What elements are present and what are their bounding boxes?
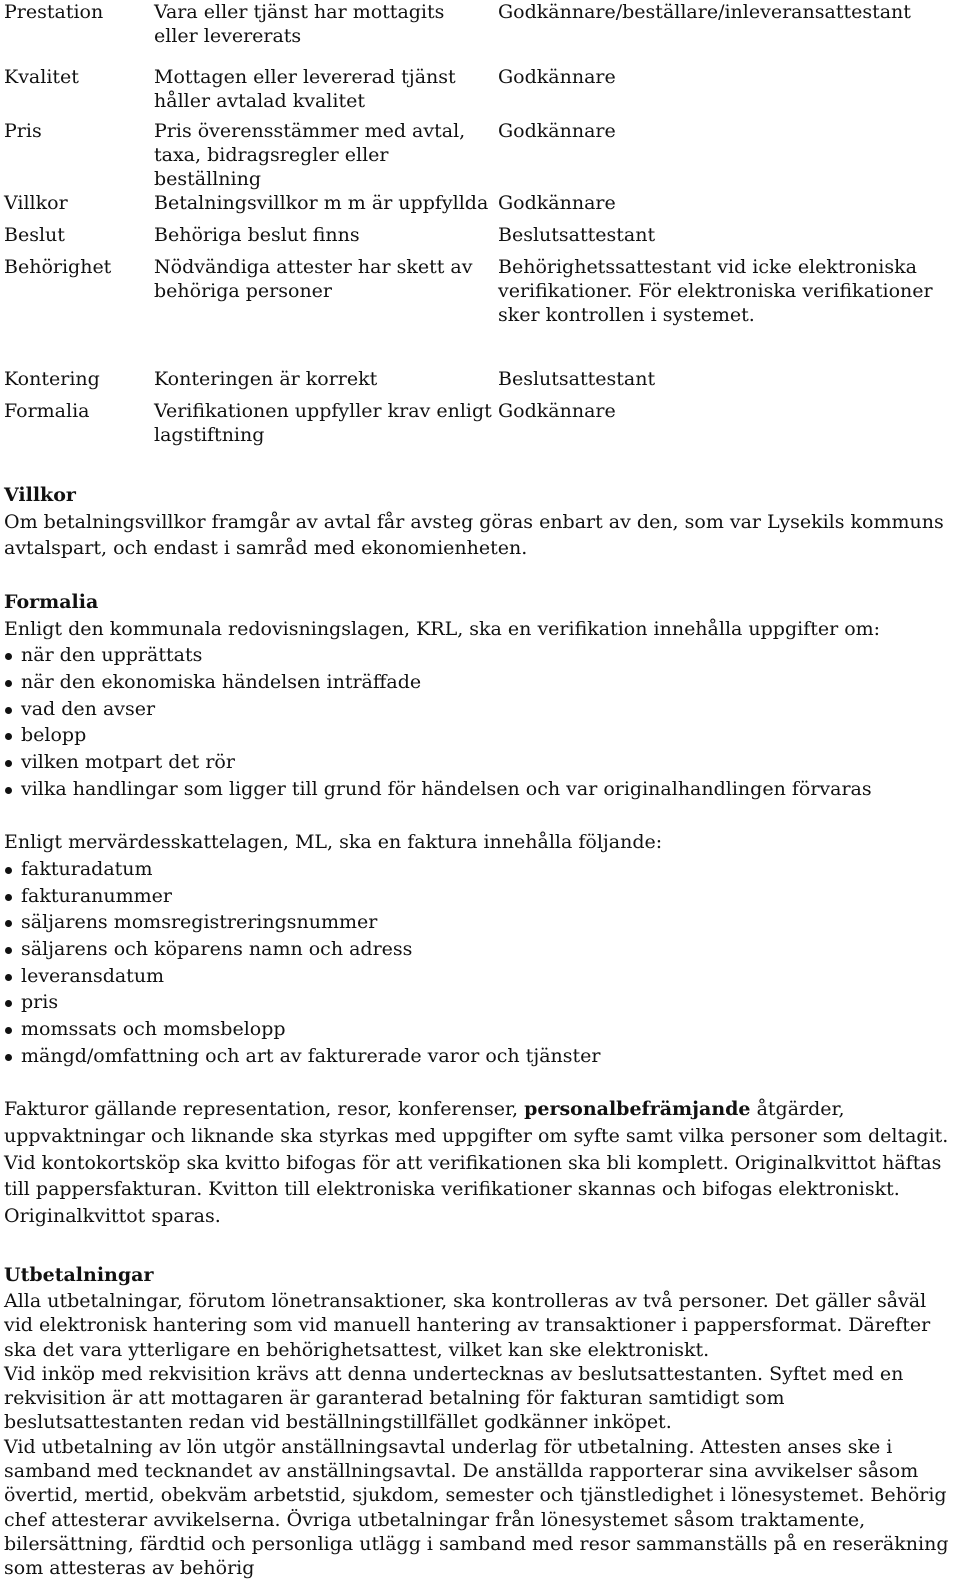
villkor-heading: Villkor [4, 484, 76, 506]
emphasis-text: personalbefrämjande [524, 1098, 751, 1121]
control-responsible: Behörighetssattestant vid icke elektroniska verifikationer. För elektroniska verifikationer sker kontrollen i systemet. [498, 256, 933, 326]
control-description: Vara eller tjänst har mottagits eller levererats [154, 1, 445, 47]
bullet-icon [5, 680, 12, 687]
bullet-icon [5, 894, 12, 901]
formalia-paragraph: Fakturor gällande representation, resor, konferenser, personalbefrämjande åtgärder, uppvaktningar och liknande ska styrkas med uppgifter om syfte samt vilka personer som deltagit. Vid kontokortsköp ska kvitto bifogas för att verifikationen ska bli komplett. Originalkvittot häftas till pappersfakturan. Kvitton till elektroniska verifikationer skannas och bifogas elektroniskt. Originalkvittot sparas. [4, 1098, 949, 1227]
bullet-icon [5, 1027, 12, 1034]
list-item: pris [4, 989, 956, 1016]
bullet-icon [5, 867, 12, 874]
control-description: Betalningsvillkor m m är uppfyllda [154, 192, 489, 214]
list-item: säljarens momsregistreringsnummer [4, 909, 956, 936]
utbetalningar-heading: Utbetalningar [4, 1264, 154, 1286]
control-description: Konteringen är korrekt [154, 368, 378, 390]
control-description: Verifikationen uppfyller krav enligt lagstiftning [154, 400, 492, 446]
list-item: när den ekonomiska händelsen inträffade [4, 669, 956, 696]
control-name: Formalia [4, 400, 90, 422]
krl-intro: Enligt den kommunala redovisningslagen, KRL, ska en verifikation innehålla uppgifter om: [4, 617, 881, 640]
control-name: Behörighet [4, 256, 112, 278]
utbetalningar-paragraph: Vid utbetalning av lön utgör anställningsavtal underlag för utbetalning. Attesten anses ske i samband med tecknandet av anställningsavtal. De anställda rapporterar sina avvikelser såsom övertid, mertid, obekväm arbetstid, sjukdom, semester och tjänstledighet i lönesystemet. Behörig chef attesterar avvikelserna. Övriga utbetalningar från lönesystemet såsom traktamente, bilersättning, färdtid och personliga utlägg i samband med resor sammanställs på en reseräkning som attesteras av behörig [4, 1435, 949, 1580]
utbetalningar-paragraph: Alla utbetalningar, förutom lönetransaktioner, ska kontrolleras av två personer. Det gäller såväl vid elektronisk hantering som vid manuell hantering av transaktioner i pappersformat. Därefter ska det vara ytterligare en behörighetsattest, vilket kan ske elektroniskt. [4, 1290, 931, 1361]
bullet-icon [5, 733, 12, 740]
bullet-icon [5, 920, 12, 927]
control-responsible: Godkännare [498, 400, 616, 422]
control-name: Beslut [4, 224, 65, 246]
bullet-icon [5, 787, 12, 794]
bullet-icon [5, 760, 12, 767]
list-item: vad den avser [4, 696, 956, 723]
bullet-icon [5, 974, 12, 981]
control-description: Behöriga beslut finns [154, 224, 360, 246]
list-item: leveransdatum [4, 963, 956, 990]
control-name: Pris [4, 120, 42, 142]
utbetalningar-paragraph: Vid inköp med rekvisition krävs att denna undertecknas av beslutsattestanten. Syftet med en rekvisition är att mottagaren är garanterad betalning för fakturan samtidigt som beslutsattestanten redan vid beställningstillfället godkänner inköpet. [4, 1362, 904, 1434]
ml-list [4, 856, 956, 1070]
krl-list [4, 642, 956, 802]
list-item: vilken motpart det rör [4, 749, 956, 776]
list-item: säljarens och köparens namn och adress [4, 936, 956, 963]
utbetalningar-section [4, 1262, 956, 1581]
control-responsible: Beslutsattestant [498, 368, 656, 390]
control-responsible: Godkännare [498, 192, 616, 214]
control-responsible: Godkännare [498, 120, 616, 142]
list-item: fakturadatum [4, 856, 956, 883]
list-item: när den upprättats [4, 642, 956, 669]
control-responsible: Godkännare [498, 66, 616, 88]
list-item: belopp [4, 722, 956, 749]
ml-intro: Enligt mervärdesskattelagen, ML, ska en faktura innehålla följande: [4, 831, 663, 854]
bullet-icon [5, 653, 12, 660]
control-name: Villkor [4, 192, 68, 214]
list-item: mängd/omfattning och art av fakturerade varor och tjänster [4, 1043, 956, 1070]
bullet-icon [5, 1054, 12, 1061]
control-description: Pris överensstämmer med avtal, taxa, bidragsregler eller beställning [154, 120, 466, 190]
bullet-icon [5, 947, 12, 954]
list-item: fakturanummer [4, 883, 956, 910]
list-item: momssats och momsbelopp [4, 1016, 956, 1043]
bullet-icon [5, 1000, 12, 1007]
control-description: Mottagen eller levererad tjänst håller avtalad kvalitet [154, 66, 456, 112]
formalia-heading: Formalia [4, 590, 99, 613]
control-description: Nödvändiga attester har skett av behöriga personer [154, 256, 473, 302]
villkor-formalia-sections [4, 482, 956, 1230]
bullet-icon [5, 707, 12, 714]
list-item: vilka handlingar som ligger till grund för händelsen och var originalhandlingen förvaras [4, 776, 956, 803]
control-name: Kvalitet [4, 66, 79, 88]
control-responsible: Godkännare/beställare/inleveransattestant [498, 1, 911, 23]
control-responsible: Beslutsattestant [498, 224, 656, 246]
control-name: Prestation [4, 1, 104, 23]
control-name: Kontering [4, 368, 100, 390]
villkor-text: Om betalningsvillkor framgår av avtal får avsteg göras enbart av den, som var Lysekils kommuns avtalspart, och endast i samråd med ekonomienheten. [4, 510, 944, 560]
